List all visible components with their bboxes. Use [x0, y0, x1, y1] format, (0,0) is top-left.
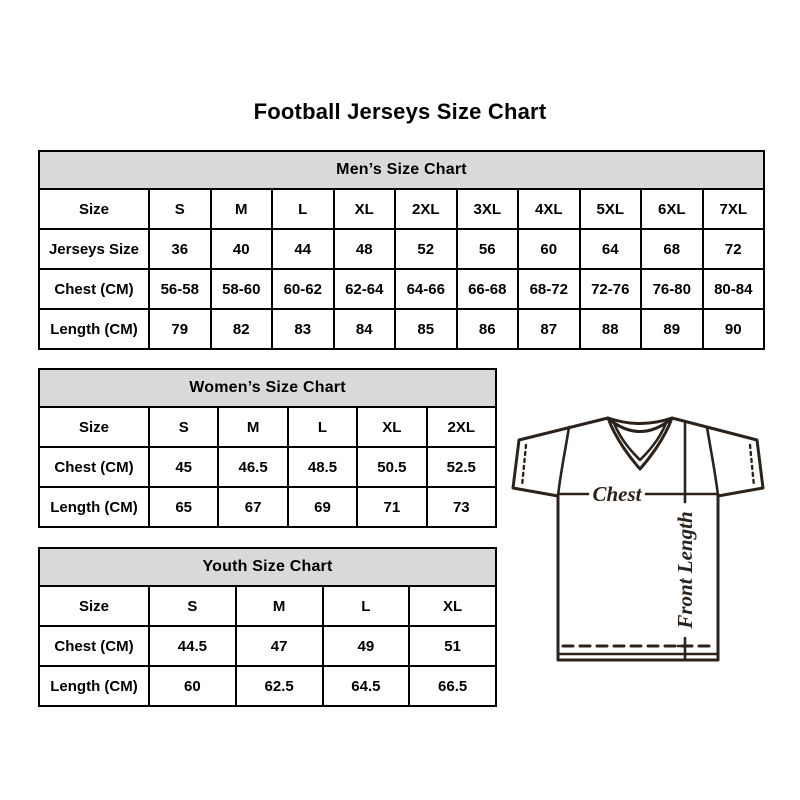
chest-label: Chest: [592, 482, 642, 506]
table-row: [39, 269, 764, 309]
table-cell: 66-68: [457, 269, 519, 309]
table-cell: 80-84: [703, 269, 765, 309]
table-cell: 90: [703, 309, 765, 349]
row-label: Size: [39, 189, 149, 229]
table-cell: 46.5: [218, 447, 287, 487]
table-cell: 48.5: [288, 447, 357, 487]
table-cell: 88: [580, 309, 642, 349]
table-cell: 73: [427, 487, 496, 527]
table-cell: XL: [357, 407, 426, 447]
table-cell: 87: [518, 309, 580, 349]
table-cell: L: [323, 586, 410, 626]
table-cell: 84: [334, 309, 396, 349]
table-row: [39, 626, 496, 666]
youth-table-header: Youth Size Chart: [39, 548, 496, 586]
table-row: [39, 407, 496, 447]
table-cell: M: [236, 586, 323, 626]
table-cell: XL: [409, 586, 496, 626]
table-cell: S: [149, 586, 236, 626]
table-cell: 67: [218, 487, 287, 527]
page-title: Football Jerseys Size Chart: [253, 99, 547, 124]
jersey-measurement-diagram: [505, 412, 771, 666]
table-cell: 86: [457, 309, 519, 349]
table-cell: L: [272, 189, 334, 229]
table-cell: 83: [272, 309, 334, 349]
table-cell: 4XL: [518, 189, 580, 229]
table-cell: 44: [272, 229, 334, 269]
row-label: Length (CM): [39, 666, 149, 706]
row-label: Chest (CM): [39, 626, 149, 666]
table-cell: 58-60: [211, 269, 273, 309]
table-cell: 60: [149, 666, 236, 706]
table-row: [39, 309, 764, 349]
table-cell: 68-72: [518, 269, 580, 309]
row-label: Size: [39, 586, 149, 626]
table-cell: 50.5: [357, 447, 426, 487]
front-length-label: Front Length: [673, 511, 697, 629]
table-cell: 44.5: [149, 626, 236, 666]
table-cell: 82: [211, 309, 273, 349]
table-cell: 64-66: [395, 269, 457, 309]
table-cell: 51: [409, 626, 496, 666]
table-cell: M: [218, 407, 287, 447]
table-cell: 65: [149, 487, 218, 527]
row-label: Chest (CM): [39, 269, 149, 309]
table-row: [39, 666, 496, 706]
table-cell: 66.5: [409, 666, 496, 706]
jersey-outline: [513, 418, 763, 660]
table-cell: XL: [334, 189, 396, 229]
table-cell: 71: [357, 487, 426, 527]
table-cell: 72: [703, 229, 765, 269]
row-label: Length (CM): [39, 487, 149, 527]
table-cell: 62.5: [236, 666, 323, 706]
table-row: [39, 189, 764, 229]
row-label: Chest (CM): [39, 447, 149, 487]
table-cell: 79: [149, 309, 211, 349]
table-cell: 89: [641, 309, 703, 349]
womens-size-table: [38, 368, 497, 528]
table-cell: 48: [334, 229, 396, 269]
table-cell: 7XL: [703, 189, 765, 229]
table-cell: 60-62: [272, 269, 334, 309]
table-cell: 3XL: [457, 189, 519, 229]
row-label: Jerseys Size: [39, 229, 149, 269]
row-label: Size: [39, 407, 149, 447]
table-cell: 69: [288, 487, 357, 527]
youth-size-table: [38, 547, 497, 707]
table-cell: 62-64: [334, 269, 396, 309]
table-cell: 56-58: [149, 269, 211, 309]
table-cell: 2XL: [427, 407, 496, 447]
table-cell: 36: [149, 229, 211, 269]
table-cell: 52.5: [427, 447, 496, 487]
mens-table-header: Men’s Size Chart: [39, 151, 764, 189]
table-cell: 72-76: [580, 269, 642, 309]
table-cell: 5XL: [580, 189, 642, 229]
table-cell: 64: [580, 229, 642, 269]
mens-size-table: [38, 150, 765, 350]
table-cell: M: [211, 189, 273, 229]
table-cell: 2XL: [395, 189, 457, 229]
table-cell: 47: [236, 626, 323, 666]
womens-table-header: Women’s Size Chart: [39, 369, 496, 407]
table-cell: 45: [149, 447, 218, 487]
table-cell: 49: [323, 626, 410, 666]
table-cell: 68: [641, 229, 703, 269]
table-row: [39, 487, 496, 527]
table-row: [39, 447, 496, 487]
table-cell: S: [149, 407, 218, 447]
row-label: Length (CM): [39, 309, 149, 349]
table-cell: 52: [395, 229, 457, 269]
table-cell: 56: [457, 229, 519, 269]
table-cell: L: [288, 407, 357, 447]
table-cell: 6XL: [641, 189, 703, 229]
table-cell: 85: [395, 309, 457, 349]
table-cell: 64.5: [323, 666, 410, 706]
table-cell: 40: [211, 229, 273, 269]
table-row: [39, 586, 496, 626]
table-cell: 76-80: [641, 269, 703, 309]
table-cell: 60: [518, 229, 580, 269]
table-cell: S: [149, 189, 211, 229]
table-row: [39, 229, 764, 269]
